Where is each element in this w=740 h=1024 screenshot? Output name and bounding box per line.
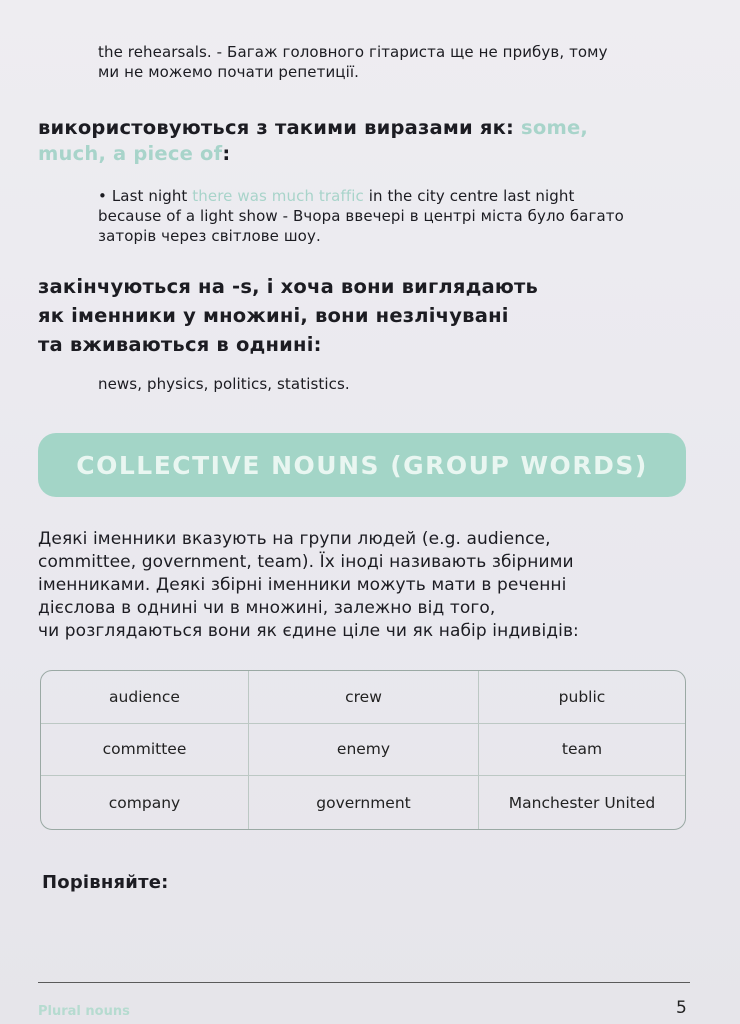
rule-colon: : (222, 142, 231, 165)
bullet: • (98, 187, 107, 205)
rule-heading: та вживаються в однині: (38, 333, 322, 356)
collective-nouns-table (40, 670, 686, 830)
rule-heading-text: використовуються з такими виразами як: (38, 116, 522, 139)
footer-title: Plural nouns (38, 1004, 130, 1019)
table-cell: crew (249, 671, 479, 724)
rule-heading: як іменники у множині, вони незлічувані (38, 304, 509, 327)
table-cell: government (249, 776, 479, 829)
table-cell: team (479, 724, 685, 777)
rule-accent: much, a piece of (38, 142, 223, 165)
example-line: ми не можемо почати репетиції. (98, 63, 360, 81)
table-cell: committee (41, 724, 249, 777)
example-line: заторів через світлове шоу. (98, 227, 321, 245)
table-cell: company (41, 776, 249, 829)
example-accent: there was much traffic (192, 187, 364, 205)
page-number: 5 (676, 998, 687, 1018)
rule-heading: закінчуються на -s, і хоча вони виглядають (38, 275, 539, 298)
example-line: news, physics, politics, statistics. (98, 375, 350, 393)
paragraph-line: committee, government, team). Їх іноді називають збірними (38, 552, 574, 572)
table-cell: public (479, 671, 685, 724)
example-line: • Last night there was much traffic in the city centre last night (98, 187, 575, 205)
example-line: because of a light show - Вчора ввечері в центрі міста було багато (98, 207, 624, 225)
table-cell: audience (41, 671, 249, 724)
example-line: the rehearsals. - Багаж головного гітариста ще не прибув, тому (98, 43, 608, 61)
compare-heading: Порівняйте: (42, 872, 169, 893)
section-banner (38, 433, 686, 497)
paragraph-line: Деякі іменники вказують на групи людей (e.g. audience, (38, 529, 551, 549)
section-title: COLLECTIVE NOUNS (GROUP WORDS) (76, 450, 648, 480)
paragraph-line: чи розглядаються вони як єдине ціле чи як набір індивідів: (38, 621, 579, 641)
table-cell: enemy (249, 724, 479, 777)
footer-divider (38, 982, 690, 983)
paragraph-line: дієслова в однині чи в множині, залежно від того, (38, 598, 496, 618)
rule-accent: some, (521, 116, 589, 139)
rule-heading-cont (38, 139, 230, 169)
paragraph-line: іменниками. Деякі збірні іменники можуть мати в реченні (38, 575, 567, 595)
table-cell: Manchester United (508, 793, 656, 812)
